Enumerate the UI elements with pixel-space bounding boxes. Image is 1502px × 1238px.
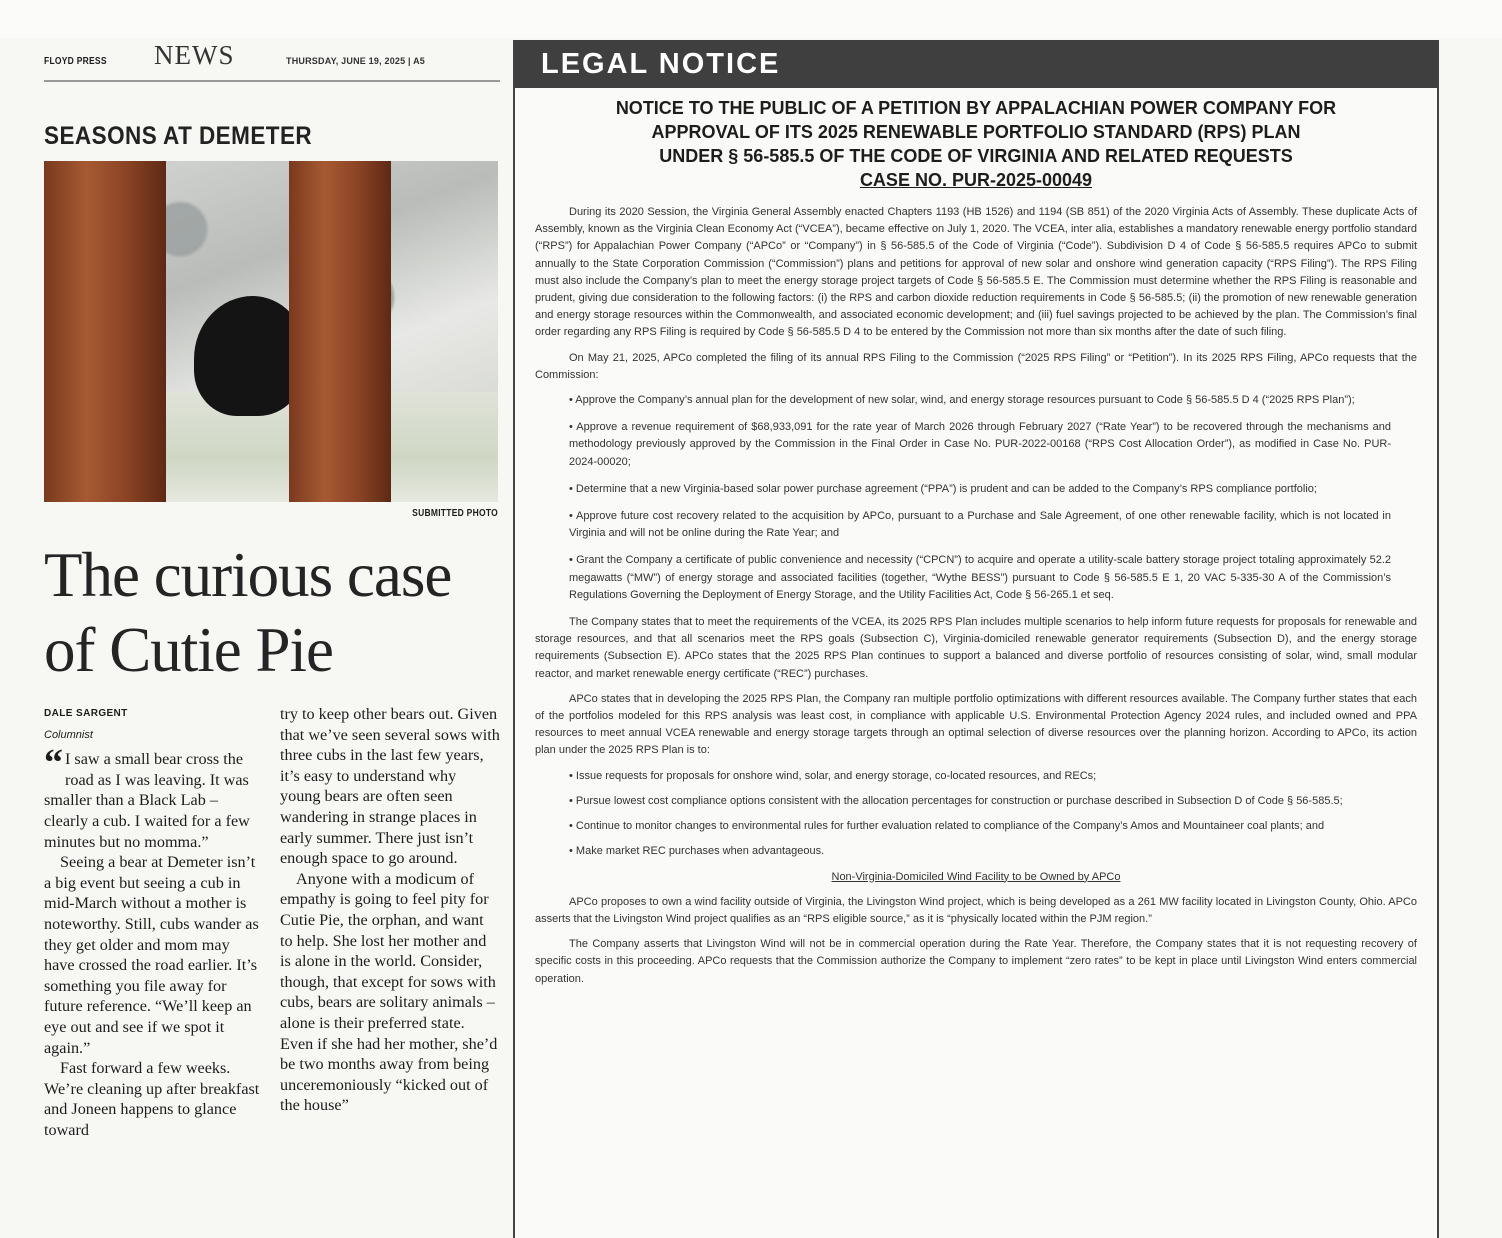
request-item: • Approve the Company’s annual plan for the development of new solar, wind, and energy storage resources pursuant to Code § 56-585.5 D 4 (“2025 RPS Plan”);	[569, 394, 1355, 407]
notice-paragraph: APCo proposes to own a wind facility outside of Virginia, the Livingston Wind project, which is being developed as a 261 MW facility located in Livingston County, Ohio. APCo asserts that the Livingston Wind project qualifies as an “RPS eligible source,” as it is “physically located within the PJM region.”	[535, 895, 1417, 925]
request-item: • Grant the Company a certificate of public convenience and necessity (“CPCN”) to acquire and operate a utility-scale battery storage project totaling approximately 52.2 megawatts (“MW”) of energy storage and associated facilities (together, “Wythe BESS”) pursuant to Code § 56-585.5 E 1, 20 VAC 5-335-30 A of the Commission’s Regulations Governing the Deployment of Energy Storage, and the Utility Facilities Act, Code § 56-265.1 et seq.	[569, 554, 1391, 601]
notice-paragraph: APCo states that in developing the 2025 RPS Plan, the Company ran multiple portfolio optimizations with different resources available. The Company further states that each of the portfolios modeled for this RPS analysis was least cost, in compliance with applicable U.S. Environmental Protection Agency 2024 rules, and included owned and PPA resources to meet annual VCEA renewable and energy storage targets through an optimal selection of diverse resources over the planning horizon. According to APCo, its action plan under the 2025 RPS Plan is to:	[535, 692, 1417, 757]
date-page: THURSDAY, JUNE 19, 2025 | A5	[286, 56, 426, 66]
page-top-margin	[0, 0, 1502, 38]
column-kicker: SEASONS AT DEMETER	[44, 122, 313, 150]
notice-title-line: NOTICE TO THE PUBLIC OF A PETITION BY APPALACHIAN POWER COMPANY FOR	[615, 98, 1337, 118]
action-item: • Pursue lowest cost compliance options consistent with the allocation percentages for construction or purchase described in Subsection D of Code § 56-585.5;	[569, 794, 1343, 807]
legal-notice-banner: LEGAL NOTICE	[515, 40, 1437, 88]
notice-body	[515, 204, 1437, 988]
request-item: • Approve a revenue requirement of $68,933,091 for the rate year of March 2026 through February 2027 (“Rate Year”) to be recovered through the mechanisms and methodology previously approved by the Commission in the Final Order in Case No. PUR-2022-00168 (“RPS Cost Allocation Order”), as modified in Case No. PUR-2024-00020;	[569, 421, 1391, 468]
body-paragraph: Seeing a bear at Demeter isn’t a big event but seeing a cub in mid-March without a mother is noteworthy. Still, cubs wander as they get older and mom may have crossed the road earlier. It’s something you file away for future reference. “We’ll keep an eye out and see if we spot it again.”	[44, 853, 259, 1057]
notice-paragraph: The Company asserts that Livingston Wind will not be in commercial operation during the Rate Year. Therefore, the Company states that it is not requesting recovery of specific costs in this proceeding. APCo requests that the Commission authorize the Company to implement “zero rates” to be kept in place until Livingston Wind enters commercial operation.	[535, 938, 1417, 985]
notice-paragraph: On May 21, 2025, APCo completed the filing of its annual RPS Filing to the Commission (“2025 RPS Filing” or “Petition”). In its 2025 RPS Filing, APCo requests that the Commission:	[535, 351, 1417, 381]
photo-credit: SUBMITTED PHOTO	[412, 508, 498, 519]
masthead	[44, 40, 500, 82]
notice-title-line: APPROVAL OF ITS 2025 RENEWABLE PORTFOLIO STANDARD (RPS) PLAN	[651, 122, 1301, 142]
body-paragraph: Anyone with a modicum of empathy is going to feel pity for Cutie Pie, the orphan, and want to help. She lost her mother and is alone in the world. Consider, though, that except for sows with cubs, bears are solitary animals – alone is their preferred state. Even if she had her mother, she’d be two months away from being unceremoniously “kicked out of the house”	[280, 869, 498, 1115]
wooden-post-left	[44, 161, 166, 502]
notice-paragraph: During its 2020 Session, the Virginia General Assembly enacted Chapters 1193 (HB 1526) and 1194 (SB 851) of the 2020 Virginia Acts of Assembly. These duplicate Acts of Assembly, known as the Virginia Clean Economy Act (“VCEA”), became effective on July 1, 2020. The VCEA, inter alia, establishes a mandatory renewable energy portfolio standard (“RPS”) for Appalachian Power Company (“APCo” or “Company”) in § 56-585.5 of the Code of Virginia (“Code”). Subdivision D 4 of Code § 56-585.5 requires APCo to submit annually to the State Corporation Commission (“Commission”) plans and petitions for approval of new solar and onshore wind generation capacity (“RPS Filing”). The RPS Filing must also include the Company’s plan to meet the energy storage project targets of Code § 56-585.5 E. The Commission must determine whether the RPS Filing is reasonable and prudent, giving due consideration to the following factors: (i) the RPS and carbon dioxide reduction requirements in Code § 56-585.5; (ii) the promotion of new renewable generation and energy storage resources within the Commonwealth, and associated economic development; and (iii) fuel savings projected to be achieved by the plan. The Commission’s final order regarding any RPS Filing is required by Code § 56-585.5 D 4 to be entered by the Commission not more than six months after the date of such filing.	[535, 206, 1417, 339]
body-paragraph: try to keep other bears out. Given that we’ve seen several sows with three cubs in the last few years, it’s easy to understand why young bears are often seen wandering in strange places in early summer. There just isn’t enough space to go around.	[280, 705, 500, 868]
action-item: • Continue to monitor changes to environmental rules for further evaluation related to compliance of the Company’s Amos and Mountaineer coal plants; and	[569, 820, 1325, 833]
notice-title-line: UNDER § 56-585.5 OF THE CODE OF VIRGINIA AND RELATED REQUESTS	[659, 146, 1293, 166]
news-column	[44, 40, 500, 1139]
lead-quote	[44, 742, 264, 852]
wooden-post-right	[289, 161, 391, 502]
notice-subheading: Non-Virginia-Domiciled Wind Facility to be Owned by APCo	[831, 870, 1121, 883]
body-paragraph: Fast forward a few weeks. We’re cleaning up after breakfast and Joneen happens to glance toward	[44, 1059, 260, 1139]
section-name: NEWS	[154, 40, 235, 70]
article-body	[44, 704, 500, 1140]
action-item: • Make market REC purchases when advantageous.	[569, 845, 825, 858]
notice-title	[515, 96, 1437, 192]
lead-paragraph: I saw a small bear cross the road as I was leaving. It was smaller than a Black Lab – clearly a cub. I waited for a few minutes but no momma.”	[44, 750, 250, 851]
legal-notice	[513, 40, 1439, 1238]
author-name: DALE SARGENT	[44, 708, 128, 719]
article-column-2	[280, 704, 500, 1140]
notice-paragraph: The Company states that to meet the requirements of the VCEA, its 2025 RPS Plan includes multiple scenarios to help inform future requests for proposals for renewable and storage resources, and that all scenarios meet the RPS goals (Subsection C), Virginia-domiciled renewable generator requirements (Subsection D), and the energy storage requirements (Subsection E). APCo states that the 2025 RPS Plan continues to support a balanced and diverse portfolio of resources consisting of solar, wind, small modular reactor, and market renewable energy certificate (“REC”) purchases.	[535, 616, 1417, 680]
request-item: • Determine that a new Virginia-based solar power purchase agreement (“PPA”) is prudent and can be added to the Company’s RPS compliance portfolio;	[569, 482, 1317, 495]
case-number: CASE NO. PUR-2025-00049	[859, 170, 1093, 190]
author-role: Columnist	[44, 728, 93, 741]
quote-mark: “	[44, 742, 63, 785]
action-item: • Issue requests for proposals for onshore wind, solar, and energy storage, co-located resources, and RECs;	[569, 769, 1097, 782]
article-headline: The curious case of Cutie Pie	[44, 540, 452, 685]
article-column-1	[44, 704, 264, 1140]
publication-name: FLOYD PRESS	[44, 56, 107, 67]
bear-photo	[44, 161, 498, 502]
request-item: • Approve future cost recovery related to the acquisition by APCo, pursuant to a Purchase and Sale Agreement, of one other renewable facility, which is not located in Virginia and will not be online during the Rate Year; and	[569, 510, 1391, 540]
